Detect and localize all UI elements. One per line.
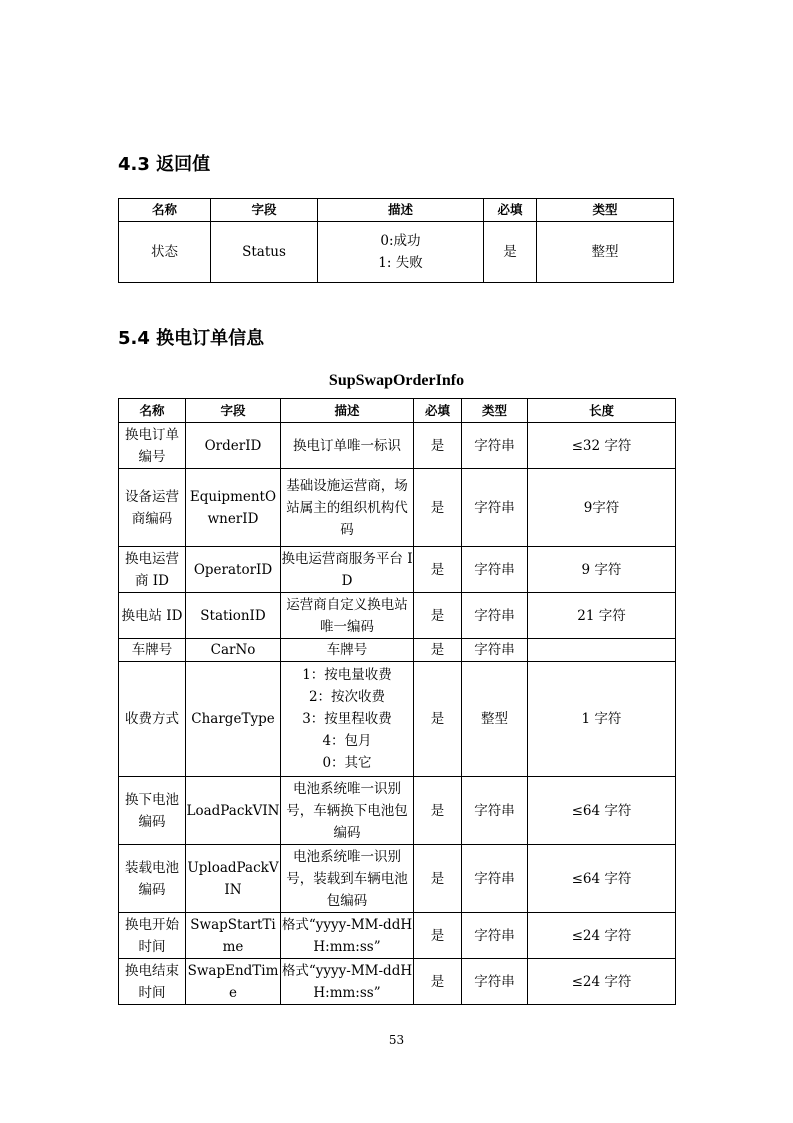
cell-field: SwapStartTime bbox=[186, 913, 281, 959]
cell-name: 换电结束时间 bbox=[119, 959, 186, 1005]
cell-field: LoadPackVIN bbox=[186, 777, 281, 845]
cell-type: 字符串 bbox=[462, 469, 528, 547]
desc-line: 3：按里程收费 bbox=[302, 711, 392, 727]
header-name: 名称 bbox=[119, 399, 186, 423]
cell-name: 换下电池编码 bbox=[119, 777, 186, 845]
header-required: 必填 bbox=[414, 399, 462, 423]
cell-desc bbox=[281, 662, 414, 777]
cell-desc bbox=[318, 222, 484, 283]
cell-type: 字符串 bbox=[462, 845, 528, 913]
cell-required: 是 bbox=[414, 469, 462, 547]
header-length: 长度 bbox=[528, 399, 676, 423]
cell-field: Status bbox=[211, 222, 318, 283]
cell-length: ≤24 字符 bbox=[528, 959, 676, 1005]
desc-line: 电池系统唯一识别号，车辆换下电池包编码 bbox=[286, 780, 408, 841]
cell-required: 是 bbox=[414, 662, 462, 777]
cell-type: 字符串 bbox=[462, 423, 528, 469]
cell-required: 是 bbox=[484, 222, 537, 283]
desc-line: 车牌号 bbox=[326, 642, 368, 658]
cell-length: 21 字符 bbox=[528, 593, 676, 639]
desc-line: 换电运营商服务平台 ID bbox=[281, 550, 413, 589]
cell-field: OrderID bbox=[186, 423, 281, 469]
desc-line: 换电订单唯一标识 bbox=[293, 437, 401, 454]
header-type: 类型 bbox=[462, 399, 528, 423]
cell-name: 收费方式 bbox=[119, 662, 186, 777]
header-desc: 描述 bbox=[318, 199, 484, 222]
section-heading-4-3: 4.3 返回值 bbox=[118, 154, 211, 175]
desc-line: 2：按次收费 bbox=[308, 689, 386, 705]
cell-length: 1 字符 bbox=[528, 662, 676, 777]
cell-required: 是 bbox=[414, 959, 462, 1005]
cell-desc bbox=[281, 845, 414, 913]
desc-line: 1: 失败 bbox=[378, 255, 423, 271]
cell-length: 9字符 bbox=[528, 469, 676, 547]
table-row bbox=[119, 777, 676, 845]
cell-field: CarNo bbox=[186, 639, 281, 662]
cell-name: 换电运营商 ID bbox=[119, 547, 186, 593]
desc-line: 格式“yyyy-MM-ddHH:mm:ss” bbox=[281, 916, 413, 955]
desc-line: 0：其它 bbox=[322, 755, 372, 771]
cell-name: 换电订单编号 bbox=[119, 423, 186, 469]
return-value-table bbox=[118, 198, 674, 283]
cell-desc bbox=[281, 913, 414, 959]
cell-field: SwapEndTime bbox=[186, 959, 281, 1005]
cell-desc bbox=[281, 593, 414, 639]
desc-line: 基础设施运营商，场站属主的组织机构代码 bbox=[286, 477, 408, 538]
table-header-row bbox=[119, 199, 674, 222]
cell-desc bbox=[281, 547, 414, 593]
cell-required: 是 bbox=[414, 547, 462, 593]
desc-line: 格式“yyyy-MM-ddHH:mm:ss” bbox=[281, 962, 413, 1001]
cell-required: 是 bbox=[414, 423, 462, 469]
cell-required: 是 bbox=[414, 777, 462, 845]
cell-type: 整型 bbox=[462, 662, 528, 777]
table-row bbox=[119, 845, 676, 913]
cell-field: UploadPackVIN bbox=[186, 845, 281, 913]
table-row bbox=[119, 913, 676, 959]
table-row bbox=[119, 639, 676, 662]
cell-desc bbox=[281, 777, 414, 845]
cell-type: 字符串 bbox=[462, 959, 528, 1005]
cell-desc bbox=[281, 423, 414, 469]
page-number: 53 bbox=[388, 1033, 405, 1047]
cell-length: ≤64 字符 bbox=[528, 777, 676, 845]
cell-required: 是 bbox=[414, 845, 462, 913]
cell-length: ≤64 字符 bbox=[528, 845, 676, 913]
cell-field: ChargeType bbox=[186, 662, 281, 777]
cell-name: 状态 bbox=[119, 222, 211, 283]
cell-length bbox=[528, 639, 676, 662]
desc-line: 电池系统唯一识别号，装载到车辆电池包编码 bbox=[286, 848, 408, 909]
header-name: 名称 bbox=[119, 199, 211, 222]
cell-field: OperatorID bbox=[186, 547, 281, 593]
table-header-row bbox=[119, 399, 676, 423]
desc-line: 1：按电量收费 bbox=[302, 667, 392, 683]
cell-length: ≤32 字符 bbox=[528, 423, 676, 469]
cell-type: 整型 bbox=[537, 222, 674, 283]
table-row bbox=[119, 959, 676, 1005]
cell-name: 车牌号 bbox=[119, 639, 186, 662]
cell-field: EquipmentOwnerID bbox=[186, 469, 281, 547]
cell-required: 是 bbox=[414, 913, 462, 959]
cell-required: 是 bbox=[414, 639, 462, 662]
cell-type: 字符串 bbox=[462, 639, 528, 662]
header-field: 字段 bbox=[186, 399, 281, 423]
table-title: SupSwapOrderInfo bbox=[328, 372, 465, 389]
header-type: 类型 bbox=[537, 199, 674, 222]
header-desc: 描述 bbox=[281, 399, 414, 423]
table-row bbox=[119, 222, 674, 283]
cell-desc bbox=[281, 469, 414, 547]
desc-line: 运营商自定义换电站唯一编码 bbox=[286, 596, 408, 635]
cell-required: 是 bbox=[414, 593, 462, 639]
desc-line: 4：包月 bbox=[322, 733, 372, 749]
header-field: 字段 bbox=[211, 199, 318, 222]
desc-line: 0:成功 bbox=[380, 233, 421, 249]
swap-order-info-table bbox=[118, 398, 676, 1005]
cell-desc bbox=[281, 959, 414, 1005]
table-row bbox=[119, 547, 676, 593]
cell-field: StationID bbox=[186, 593, 281, 639]
cell-desc bbox=[281, 639, 414, 662]
table-row bbox=[119, 662, 676, 777]
cell-name: 换电站 ID bbox=[119, 593, 186, 639]
cell-type: 字符串 bbox=[462, 913, 528, 959]
table-row bbox=[119, 423, 676, 469]
cell-type: 字符串 bbox=[462, 593, 528, 639]
cell-length: 9 字符 bbox=[528, 547, 676, 593]
cell-type: 字符串 bbox=[462, 777, 528, 845]
cell-name: 设备运营商编码 bbox=[119, 469, 186, 547]
section-heading-5-4: 5.4 换电订单信息 bbox=[118, 328, 265, 349]
cell-name: 换电开始时间 bbox=[119, 913, 186, 959]
table-row bbox=[119, 469, 676, 547]
cell-name: 装载电池编码 bbox=[119, 845, 186, 913]
header-required: 必填 bbox=[484, 199, 537, 222]
cell-length: ≤24 字符 bbox=[528, 913, 676, 959]
table-row bbox=[119, 593, 676, 639]
cell-type: 字符串 bbox=[462, 547, 528, 593]
